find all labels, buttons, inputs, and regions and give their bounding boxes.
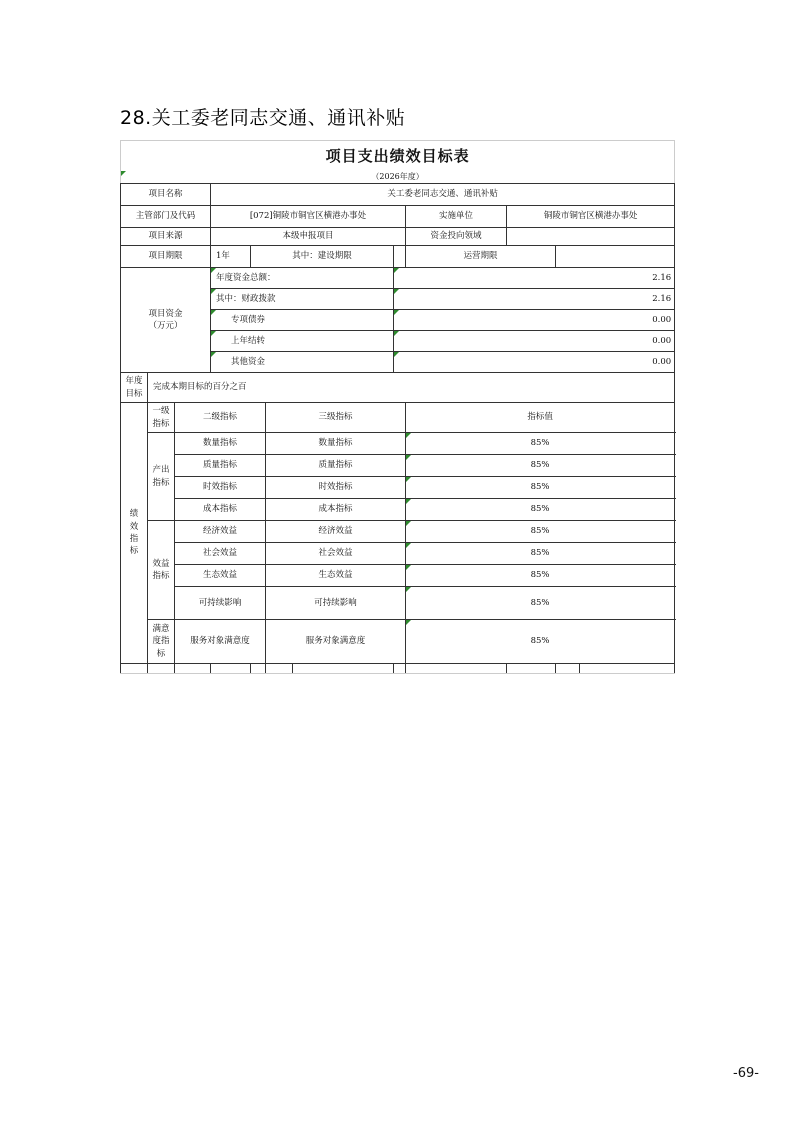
operate-period-label: 运营期限: [406, 246, 556, 268]
project-name-label: 项目名称: [121, 184, 211, 206]
indicator-l3: 服务对象满意度: [266, 620, 406, 664]
indicator-value: 85%: [406, 587, 675, 620]
source-label: 项目来源: [121, 228, 211, 246]
goal-value: 完成本期目标的百分之百: [148, 373, 675, 403]
invest-label: 资金投向领域: [406, 228, 507, 246]
dept-value: [072]铜陵市铜官区横港办事处: [211, 206, 406, 228]
indicator-l3: 时效指标: [266, 477, 406, 499]
indicator-value: 85%: [406, 521, 675, 543]
fund-bond-value: 0.00: [394, 310, 675, 331]
table-title: 项目支出绩效目标表: [121, 141, 675, 172]
perf-indicator-label: 绩 效 指 标: [121, 403, 148, 664]
table-year: （2026年度）: [121, 171, 675, 184]
fund-carryover-value: 0.00: [394, 331, 675, 352]
project-name-value: 关工委老同志交通、通讯补贴: [211, 184, 675, 206]
level3-header: 三级指标: [266, 403, 406, 433]
indicator-l3: 生态效益: [266, 565, 406, 587]
fund-fiscal-value: 2.16: [394, 289, 675, 310]
period-label: 项目期限: [121, 246, 211, 268]
impl-unit-value: 铜陵市铜官区横港办事处: [507, 206, 675, 228]
fund-fiscal-label: 其中：财政拨款: [211, 289, 394, 310]
dept-label: 主管部门及代码: [121, 206, 211, 228]
satisfaction-indicator-label: 满意 度指 标: [148, 620, 175, 664]
indicator-value: 85%: [406, 455, 675, 477]
indicator-value: 85%: [406, 543, 675, 565]
fund-other-value: 0.00: [394, 352, 675, 373]
indicator-value-header: 指标值: [406, 403, 675, 433]
source-value: 本级申报项目: [211, 228, 406, 246]
indicator-l2: 质量指标: [175, 455, 266, 477]
fund-bond-label: 专项债券: [211, 310, 394, 331]
indicator-l3: 成本指标: [266, 499, 406, 521]
fund-other-label: 其他资金: [211, 352, 394, 373]
indicator-l2: 经济效益: [175, 521, 266, 543]
operate-period-value: [556, 246, 675, 268]
page-heading: 28.关工委老同志交通、通讯补贴: [120, 107, 406, 129]
indicator-value: 85%: [406, 620, 675, 664]
indicator-l2: 可持续影响: [175, 587, 266, 620]
indicator-l2: 数量指标: [175, 433, 266, 455]
indicator-l2: 生态效益: [175, 565, 266, 587]
build-period-value: [394, 246, 406, 268]
table-bottom-strip: [121, 664, 675, 674]
benefit-indicator-label: 效益 指标: [148, 521, 175, 620]
impl-unit-label: 实施单位: [406, 206, 507, 228]
output-indicator-label: 产出 指标: [148, 433, 175, 521]
fund-total-value: 2.16: [394, 268, 675, 289]
indicator-value: 85%: [406, 477, 675, 499]
indicator-l3: 数量指标: [266, 433, 406, 455]
build-period-label: 其中：建设期限: [251, 246, 394, 268]
indicator-l2: 社会效益: [175, 543, 266, 565]
indicator-l2: 服务对象满意度: [175, 620, 266, 664]
indicator-value: 85%: [406, 433, 675, 455]
indicator-l2: 时效指标: [175, 477, 266, 499]
indicator-l3: 可持续影响: [266, 587, 406, 620]
level1-header: 一级 指标: [148, 403, 175, 433]
performance-table: [120, 140, 674, 674]
invest-value: [507, 228, 675, 246]
indicator-value: 85%: [406, 499, 675, 521]
indicator-l2: 成本指标: [175, 499, 266, 521]
period-value: 1年: [211, 246, 251, 268]
indicator-l3: 经济效益: [266, 521, 406, 543]
funds-label: 项目资金 （万元）: [121, 268, 211, 373]
fund-carryover-label: 上年结转: [211, 331, 394, 352]
indicator-l3: 社会效益: [266, 543, 406, 565]
indicator-value: 85%: [406, 565, 675, 587]
fund-total-label: 年度资金总额：: [211, 268, 394, 289]
indicator-l3: 质量指标: [266, 455, 406, 477]
level2-header: 二级指标: [175, 403, 266, 433]
goal-label: 年度 目标: [121, 373, 148, 403]
page-number: -69-: [733, 1066, 759, 1081]
